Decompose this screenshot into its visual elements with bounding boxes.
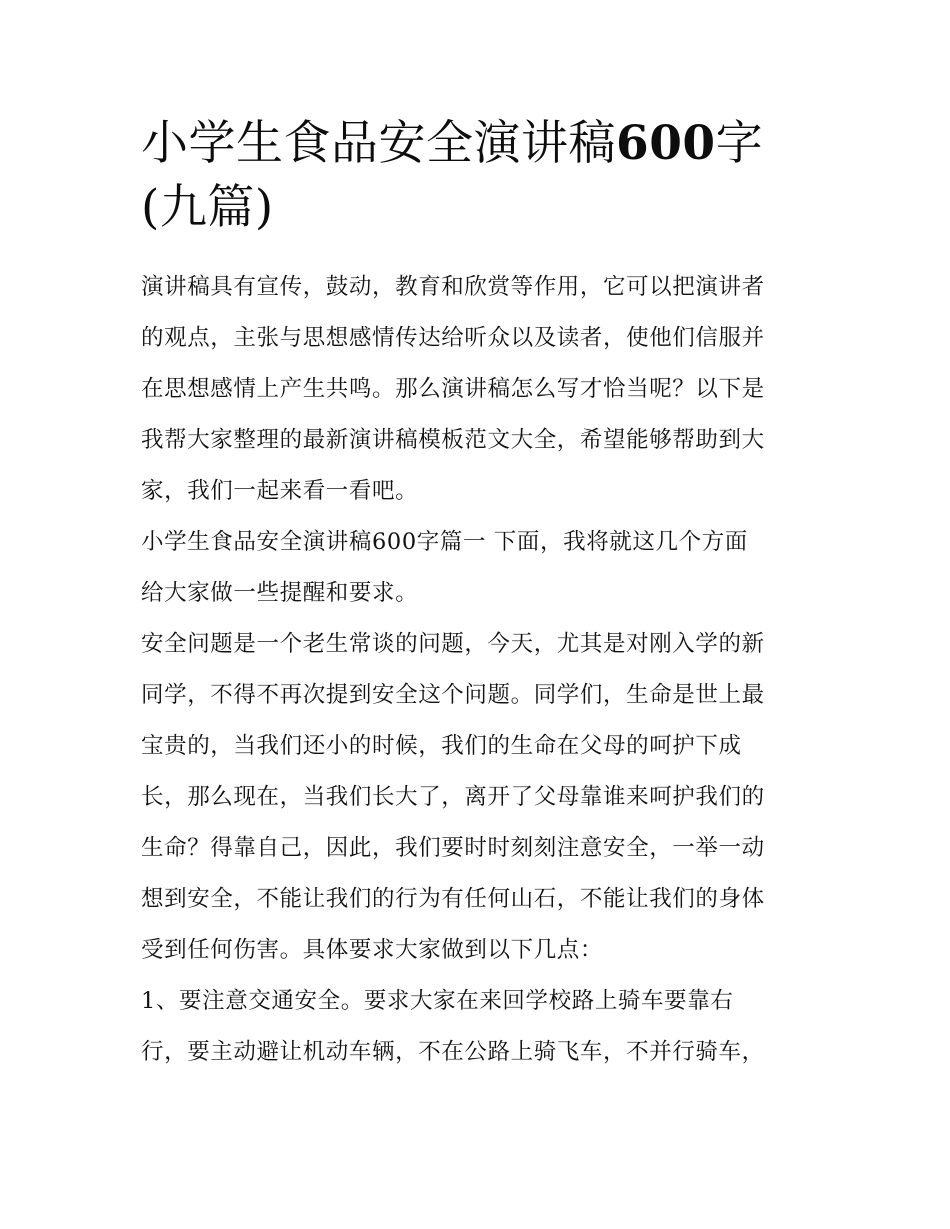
text-line: 演讲稿具有宣传，鼓动，教育和欣赏等作用，它可以把演讲者 [141,274,765,300]
document-body [141,262,813,1078]
title-line: 小学生食品安全演讲稿600字 [141,116,764,171]
text-line: 行，要主动避让机动车辆，不在公路上骑飞车，不并行骑车， [141,1039,765,1065]
text-line: 我帮大家整理的最新演讲稿模板范文大全，希望能够帮助到大 [141,427,765,453]
safety-paragraph [141,619,813,976]
text-line: 给大家做一些提醒和要求。 [141,580,419,606]
text-line: 同学，不得不再次提到安全这个问题。同学们，生命是世上最 [141,682,765,708]
title-line: (九篇) [141,180,274,235]
list-item-paragraph [141,976,813,1078]
text-line: 长，那么现在，当我们长大了，离开了父母靠谁来呵护我们的 [141,784,765,810]
text-line: 家，我们一起来看一看吧。 [141,478,419,504]
text-line: 生命？得靠自己，因此，我们要时时刻刻注意安全，一举一动 [141,835,765,861]
text-line: 在思想感情上产生共鸣。那么演讲稿怎么写才恰当呢？以下是 [141,376,765,402]
text-line: 受到任何伤害。具体要求大家做到以下几点： [141,937,604,963]
text-line: 的观点，主张与思想感情传达给听众以及读者，使他们信服并 [141,325,765,351]
document-content [141,112,813,1078]
text-line: 想到安全，不能让我们的行为有任何山石，不能让我们的身体 [141,886,765,912]
text-line: 1、要注意交通安全。要求大家在来回学校路上骑车要靠右 [141,988,734,1014]
text-line: 安全问题是一个老生常谈的问题，今天，尤其是对刚入学的新 [141,631,765,657]
document-title [141,112,813,240]
intro-paragraph [141,262,813,517]
text-line: 小学生食品安全演讲稿600字篇一 下面，我将就这几个方面 [141,529,748,555]
text-line: 宝贵的，当我们还小的时候，我们的生命在父母的呵护下成 [141,733,742,759]
section-heading-paragraph [141,517,813,619]
